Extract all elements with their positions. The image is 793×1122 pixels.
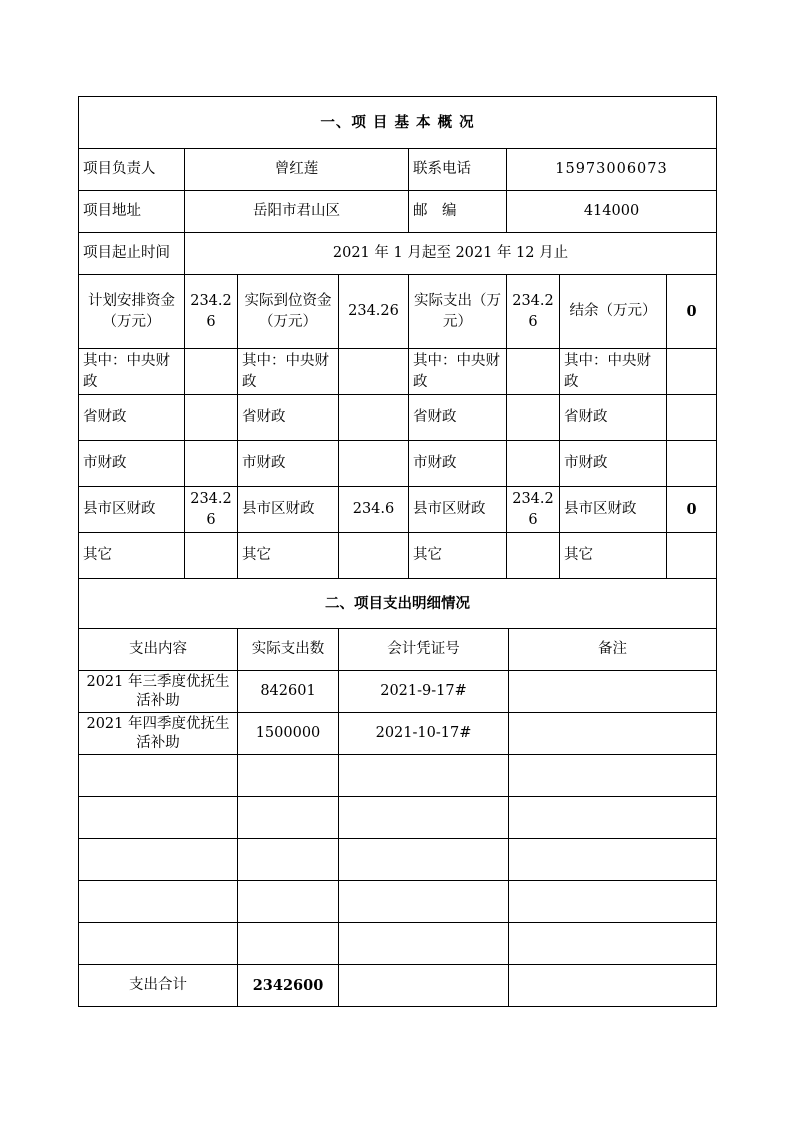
- balance-cell: [667, 395, 717, 441]
- expense-voucher: 2021-9-17#: [339, 671, 509, 713]
- leader-label: 项目负责人: [79, 149, 185, 191]
- received-cell: [339, 533, 409, 579]
- expense-amount: 842601: [238, 671, 339, 713]
- planned-cell: [185, 349, 238, 395]
- expense-voucher: 2021-10-17#: [339, 713, 509, 755]
- funds-row-label: 其它: [79, 533, 185, 579]
- empty-row: [79, 839, 717, 881]
- funds-row-label: 其中：中央财政: [79, 349, 185, 395]
- planned-cell: 234.26: [185, 487, 238, 533]
- section1-title: 一、项 目 基 本 概 况: [79, 97, 717, 149]
- expense-header-row: [79, 629, 717, 671]
- balance-cell: 0: [667, 487, 717, 533]
- funds-row-label: 省财政: [79, 395, 185, 441]
- planned-cell: [185, 395, 238, 441]
- spent-source-label: 其它: [409, 533, 507, 579]
- project-basic-info-table: [78, 96, 717, 579]
- funds-row-label: 县市区财政: [79, 487, 185, 533]
- spent-cell: [507, 395, 560, 441]
- received-source-label: 其中：中央财政: [238, 349, 339, 395]
- received-funds-header: 实际到位资金（万元）: [238, 275, 339, 349]
- balance-source-label: 市财政: [560, 441, 667, 487]
- spent-source-label: 市财政: [409, 441, 507, 487]
- section2-title: 二、项目支出明细情况: [79, 579, 717, 629]
- planned-funds-header: 计划安排资金（万元）: [79, 275, 185, 349]
- received-source-label: 其它: [238, 533, 339, 579]
- phone-value: 15973006073: [507, 149, 717, 191]
- received-funds-total: 234.26: [339, 275, 409, 349]
- header-content: 支出内容: [79, 629, 238, 671]
- spent-source-label: 县市区财政: [409, 487, 507, 533]
- header-note: 备注: [509, 629, 717, 671]
- expense-note: [509, 671, 717, 713]
- received-cell: [339, 441, 409, 487]
- expense-note: [509, 713, 717, 755]
- balance-cell: [667, 349, 717, 395]
- postcode-value: 414000: [507, 191, 717, 233]
- funds-row-province: [79, 395, 717, 441]
- empty-row: [79, 923, 717, 965]
- balance-cell: [667, 533, 717, 579]
- funds-row-central: [79, 349, 717, 395]
- period-label: 项目起止时间: [79, 233, 185, 275]
- balance-source-label: 其中：中央财政: [560, 349, 667, 395]
- planned-cell: [185, 533, 238, 579]
- spent-cell: [507, 533, 560, 579]
- address-value: 岳阳市君山区: [185, 191, 409, 233]
- received-source-label: 省财政: [238, 395, 339, 441]
- funds-row-other: [79, 533, 717, 579]
- planned-funds-total: 234.26: [185, 275, 238, 349]
- empty-row: [79, 755, 717, 797]
- expense-content: 2021 年四季度优抚生活补助: [79, 713, 238, 755]
- balance-total: 0: [667, 275, 717, 349]
- leader-value: 曾红莲: [185, 149, 409, 191]
- spent-funds-total: 234.26: [507, 275, 560, 349]
- planned-cell: [185, 441, 238, 487]
- spent-cell: [507, 441, 560, 487]
- header-amount: 实际支出数: [238, 629, 339, 671]
- expense-content: 2021 年三季度优抚生活补助: [79, 671, 238, 713]
- spent-source-label: 省财政: [409, 395, 507, 441]
- address-label: 项目地址: [79, 191, 185, 233]
- funds-row-label: 市财政: [79, 441, 185, 487]
- balance-header: 结余（万元）: [560, 275, 667, 349]
- funds-row-city: [79, 441, 717, 487]
- period-value: 2021 年 1 月起至 2021 年 12 月止: [185, 233, 717, 275]
- total-value: 2342600: [238, 965, 339, 1007]
- spent-cell: [507, 349, 560, 395]
- funds-row-county: [79, 487, 717, 533]
- expense-amount: 1500000: [238, 713, 339, 755]
- spent-source-label: 其中：中央财政: [409, 349, 507, 395]
- empty-row: [79, 797, 717, 839]
- balance-source-label: 省财政: [560, 395, 667, 441]
- expense-detail-table: [78, 578, 717, 1007]
- balance-source-label: 县市区财政: [560, 487, 667, 533]
- empty-row: [79, 881, 717, 923]
- spent-cell: 234.26: [507, 487, 560, 533]
- header-voucher: 会计凭证号: [339, 629, 509, 671]
- table-row: [79, 713, 717, 755]
- postcode-label: 邮 编: [409, 191, 507, 233]
- total-label: 支出合计: [79, 965, 238, 1007]
- balance-source-label: 其它: [560, 533, 667, 579]
- received-source-label: 县市区财政: [238, 487, 339, 533]
- received-cell: 234.6: [339, 487, 409, 533]
- received-source-label: 市财政: [238, 441, 339, 487]
- received-cell: [339, 395, 409, 441]
- table-row: [79, 671, 717, 713]
- phone-label: 联系电话: [409, 149, 507, 191]
- total-row: [79, 965, 717, 1007]
- balance-cell: [667, 441, 717, 487]
- spent-funds-header: 实际支出（万元）: [409, 275, 507, 349]
- received-cell: [339, 349, 409, 395]
